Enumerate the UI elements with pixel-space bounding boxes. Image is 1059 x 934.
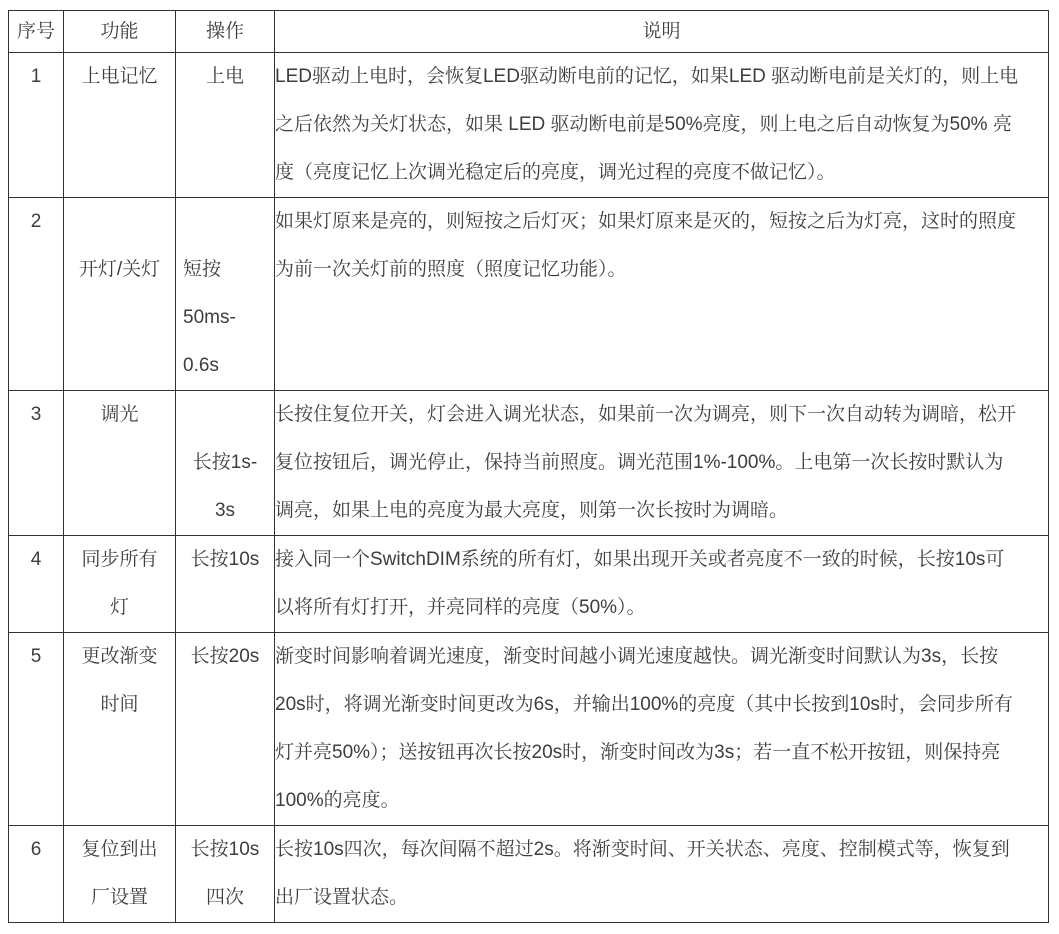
function-cell	[64, 198, 176, 391]
function-line: 调光	[100, 404, 139, 425]
operation-line: 四次	[205, 887, 244, 908]
operation-cell	[176, 53, 275, 198]
seq-cell	[9, 536, 64, 633]
description-line: 以将所有灯打开，并亮同样的亮度（50%）。	[275, 597, 646, 618]
description-cell	[275, 633, 1049, 826]
operation-spacer	[183, 198, 274, 246]
description-line: 出厂设置状态。	[275, 887, 409, 908]
header-seq: 序号	[9, 11, 64, 53]
function-line: 复位到出	[81, 839, 158, 860]
header-operation: 操作	[176, 11, 275, 53]
led-function-table	[8, 10, 1049, 923]
seq-line: 4	[30, 549, 42, 570]
operation-cell	[176, 536, 275, 633]
function-line: 厂设置	[90, 887, 148, 908]
operation-cell	[176, 198, 275, 391]
seq-line: 3	[30, 404, 42, 425]
operation-line: 长按1s-	[192, 452, 258, 473]
operation-spacer	[176, 391, 274, 439]
operation-cell	[176, 391, 275, 536]
description-line: 接入同一个SwitchDIM系统的所有灯，如果出现开关或者亮度不一致的时候，长按10s可	[275, 549, 1005, 570]
seq-line: 1	[30, 66, 42, 87]
description-line: 长按10s四次，每次间隔不超过2s。将渐变时间、开关状态、亮度、控制模式等，恢复到	[275, 839, 1010, 860]
operation-line: 上电	[205, 66, 244, 87]
header-function: 功能	[64, 11, 176, 53]
operation-line: 长按10s	[190, 839, 260, 860]
description-line: LED驱动上电时，会恢复LED驱动断电前的记忆，如果LED 驱动断电前是关灯的，则上电	[275, 66, 1019, 87]
description-cell	[275, 198, 1049, 391]
seq-cell	[9, 633, 64, 826]
seq-line: 6	[30, 839, 42, 860]
table-row	[9, 53, 1049, 198]
operation-cell	[176, 826, 275, 923]
description-line: 20s时，将调光渐变时间更改为6s，并输出100%的亮度（其中长按到10s时，会同步所有	[275, 694, 1013, 715]
header-description: 说明	[275, 11, 1049, 53]
function-line: 更改渐变	[81, 646, 158, 667]
seq-cell	[9, 826, 64, 923]
table-row	[9, 536, 1049, 633]
operation-cell	[176, 633, 275, 826]
operation-line: 长按10s	[190, 549, 260, 570]
description-cell	[275, 391, 1049, 536]
description-line: 灯并亮50%）；送按钮再次长按20s时，渐变时间改为3s；若一直不松开按钮，则保持亮	[275, 742, 1001, 763]
operation-line: 长按20s	[190, 646, 260, 667]
description-cell	[275, 53, 1049, 198]
seq-line: 5	[30, 646, 42, 667]
function-cell	[64, 826, 176, 923]
table-header	[9, 11, 1049, 53]
description-line: 100%的亮度。	[275, 790, 400, 811]
seq-cell	[9, 198, 64, 391]
operation-line: 短按	[183, 259, 222, 280]
description-line: 为前一次关灯前的照度（照度记忆功能）。	[275, 259, 627, 280]
seq-cell	[9, 53, 64, 198]
operation-line: 3s	[214, 500, 236, 521]
table-row	[9, 633, 1049, 826]
operation-line: 0.6s	[183, 355, 219, 376]
description-line: 长按住复位开关，灯会进入调光状态，如果前一次为调亮，则下一次自动转为调暗，松开	[275, 404, 1017, 425]
function-line: 上电记忆	[81, 66, 158, 87]
function-line: 时间	[100, 694, 139, 715]
seq-line: 2	[30, 211, 42, 232]
function-cell	[64, 53, 176, 198]
table-row	[9, 826, 1049, 923]
description-line: 度（亮度记忆上次调光稳定后的亮度，调光过程的亮度不做记忆）。	[275, 162, 836, 183]
function-line: 开灯/关灯	[78, 259, 161, 280]
description-line: 之后依然为关灯状态，如果 LED 驱动断电前是50%亮度，则上电之后自动恢复为50% 亮	[275, 114, 1012, 135]
header-row	[9, 11, 1049, 53]
function-cell	[64, 536, 176, 633]
description-line: 渐变时间影响着调光速度，渐变时间越小调光速度越快。调光渐变时间默认为3s，长按	[275, 646, 999, 667]
description-line: 复位按钮后，调光停止，保持当前照度。调光范围1%-100%。上电第一次长按时默认为	[275, 452, 1004, 473]
seq-cell	[9, 391, 64, 536]
description-line: 如果灯原来是亮的，则短按之后灯灭；如果灯原来是灭的，短按之后为灯亮，这时的照度	[275, 211, 1017, 232]
description-cell	[275, 826, 1049, 923]
table-row	[9, 198, 1049, 391]
operation-line: 50ms-	[183, 307, 236, 328]
function-spacer	[64, 198, 175, 246]
table-body	[9, 53, 1049, 923]
function-cell	[64, 391, 176, 536]
function-cell	[64, 633, 176, 826]
function-line: 同步所有	[81, 549, 158, 570]
description-cell	[275, 536, 1049, 633]
function-line: 灯	[109, 597, 129, 618]
description-line: 调亮，如果上电的亮度为最大亮度，则第一次长按时为调暗。	[275, 500, 789, 521]
table-row	[9, 391, 1049, 536]
